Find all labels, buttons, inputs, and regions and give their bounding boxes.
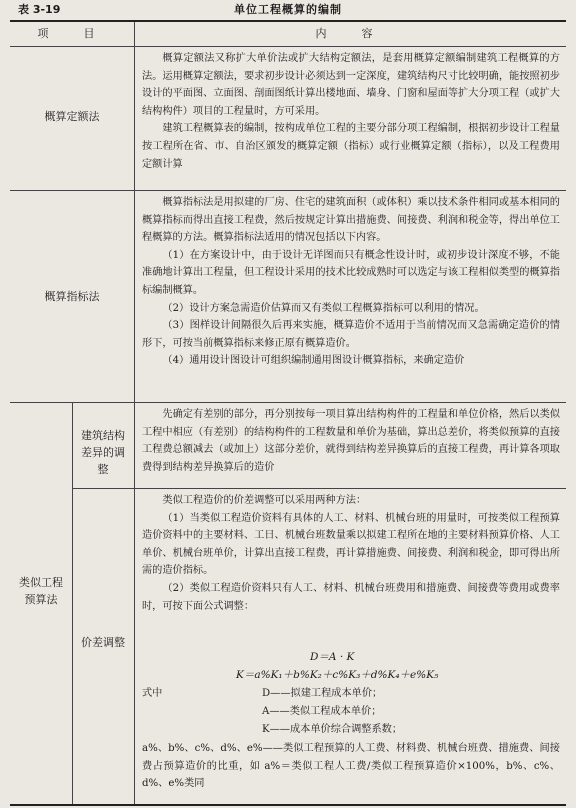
price-p2: （1）当类似工程造价资料有具体的人工、材料、机械台班的用量时，可按类似工程预算造价资料中的主要材料、工日、机械台班数量乘以拟建工程所在地的主要材料预算价格、人工单价、机械台班单价，计算出直接工程费，再计算措施费、间接费、利润和税金，即可得出所需的造价指标。	[142, 512, 560, 577]
row-label-quota: 概算定额法	[44, 110, 100, 123]
price-p3: （2）类似工程造价资料只有人工、材料、机械台班费用和措施费、间接费等费用或费率时，可按下面公式调整：	[142, 582, 560, 612]
index-p1: 概算指标法是用拟建的厂房、住宅的建筑面积（或体积）乘以技术条件相同或基本相同的概算指标而得出直接工程费，然后按规定计算出措施费、间接费、利润和税金等，得出单位工程概算的方法。概算指标法适用的情况包括以下内容。	[142, 197, 560, 244]
quota-content	[142, 50, 560, 173]
def-percent-block	[142, 740, 560, 793]
grid-line	[134, 402, 135, 804]
grid-line	[10, 190, 566, 191]
header-content: 内 容	[315, 27, 385, 40]
index-p5: （4）通用设计图设计可组织编制通用图设计概算指标，来确定造价	[162, 355, 465, 367]
row-label-index: 概算指标法	[44, 290, 100, 303]
index-p2: （1）在方案设计中，由于设计无详图而只有概念性设计时，或初步设计深度不够，不能准确地计算出工程量，但工程设计采用的技术比较成熟时可以选定与该工程相似类型的概算指标编制概算。	[142, 249, 560, 296]
grid-line	[10, 46, 566, 47]
def-d: D——拟建工程成本单价；	[262, 688, 383, 699]
table-title: 单位工程概算的编制	[234, 3, 342, 16]
index-p4: （3）图样设计间隔很久后再来实施，概算造价不适用于当前情况而又急需确定造价的情形下，可按当前概算指标来修正原有概算造价。	[142, 320, 560, 349]
row-label-similar: 类似工程预算法	[19, 576, 63, 606]
price-content	[142, 492, 560, 615]
index-p3: （2）设计方案急需造价估算而又有类似工程概算指标可以利用的情况。	[162, 302, 485, 314]
formula-k: K＝a%K₁＋b%K₂＋c%K₃＋d%K₄＋e%K₅	[236, 669, 439, 681]
costing-table	[10, 20, 566, 806]
def-a: A——类似工程成本单价；	[262, 706, 382, 717]
subrow-label-price: 价差调整	[81, 636, 125, 649]
quota-p2: 建筑工程概算表的编制，按构成单位工程的主要分部分项工程编制，根据初步设计工程量按工程所在省、市、自治区颁发的概算定额（指标）或行业概算定额（指标），以及工程费用定额计算	[142, 123, 560, 170]
index-content	[142, 194, 560, 370]
quota-p1: 概算定额法又称扩大单价法或扩大结构定额法，是套用概算定额编制建筑工程概算的方法。运用概算定额法，要求初步设计必须达到一定深度，建筑结构尺寸比较明确，能按照初步设计的平面图、立面图、剖面图纸计算出楼地面、墙身、门窗和屋面等扩大分项工程（或扩大结构构件）项目的工程量时，方可采用。	[142, 53, 560, 117]
def-k: K——成本单价综合调整系数；	[262, 724, 403, 735]
table-caption	[10, 0, 566, 20]
grid-line	[134, 22, 135, 402]
price-p1: 类似工程造价的价差调整可以采用两种方法：	[162, 495, 367, 506]
structure-p1: 先确定有差别的部分，再分别按每一项目算出结构构件的工程量和单位价格，然后以类似工程中相应（有差别）的结构构件的工程数量和单价为基础，算出总差价，将类似预算的直接工程费总额减去（或加上）这部分差价，就得到结构差异换算后的直接工程费，再计算各项取费得到结构差异换算后的造价	[142, 409, 560, 473]
def-percent: a%、b%、c%、d%、e%——类似工程预算的人工费、材料费、机械台班费、措施费、间接费占预算造价的比重，如 a%＝类似工程人工费/类似工程预算造价×100%，b%、c%、d%、e%类同	[142, 743, 560, 790]
grid-line	[72, 488, 566, 489]
table-number: 表 3-19	[18, 3, 61, 16]
subrow-label-structure: 建筑结构差异的调整	[81, 429, 125, 476]
header-item: 项 目	[37, 27, 107, 40]
structure-content	[142, 406, 560, 476]
grid-line	[10, 402, 566, 403]
grid-line	[72, 402, 73, 804]
formula-d: D＝A · K	[310, 651, 355, 663]
where-label: 式中	[142, 688, 163, 699]
